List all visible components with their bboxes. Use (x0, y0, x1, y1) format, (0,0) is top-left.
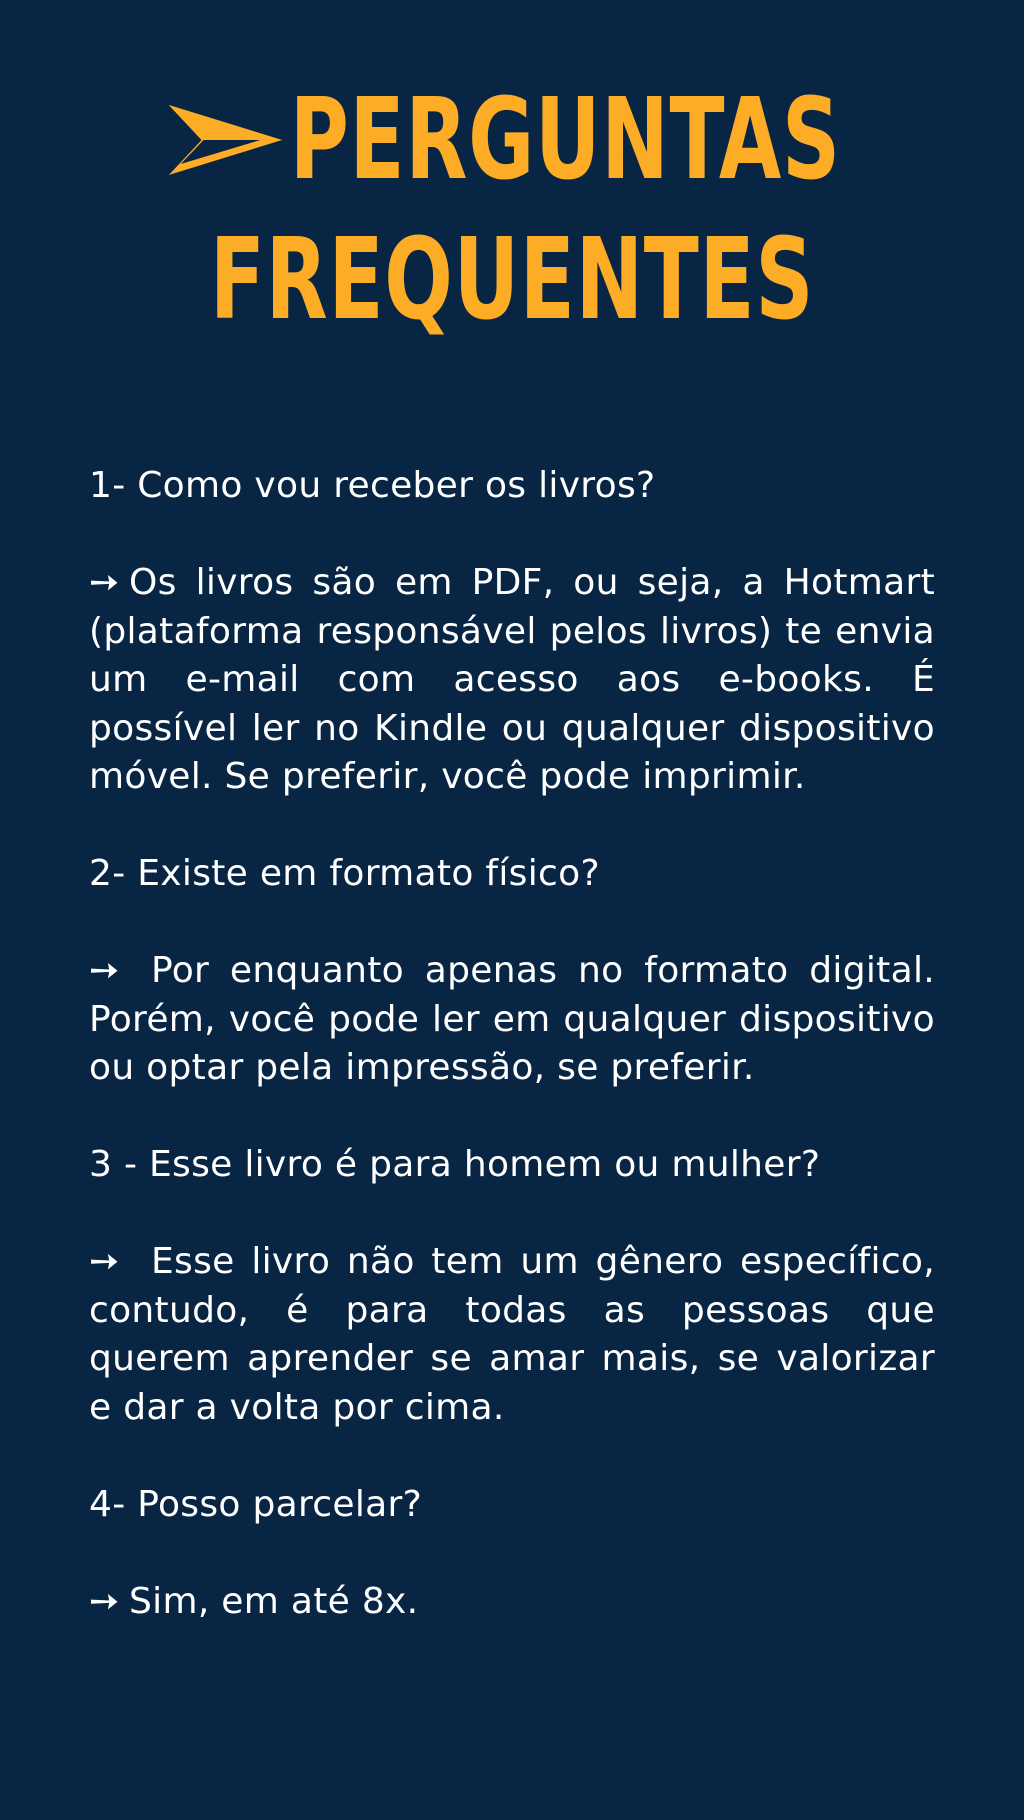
faq-answer-text: Esse livro não tem um gênero específico, contudo, é para todas as pessoas que querem aprender se amar mais, se valorizar e dar a volta por cima. (89, 1241, 935, 1428)
spacer (89, 1432, 935, 1481)
arrow-right-icon: ➙ (89, 950, 120, 991)
faq-answer (89, 1578, 935, 1627)
faq-header (0, 70, 1024, 350)
faq-question: 4- Posso parcelar? (89, 1483, 423, 1525)
spacer (89, 1190, 935, 1239)
faq-answer-text: Por enquanto apenas no formato digital. Porém, você pode ler em qualquer dispositivo ou optar pela impressão, se preferir. (89, 950, 935, 1088)
arrow-right-icon: ➙ (89, 1241, 120, 1282)
faq-answer-text: Os livros são em PDF, ou seja, a Hotmart (plataforma responsável pelos livros) te envia um e-mail com acesso aos e-books. É possível ler no Kindle ou qualquer dispositivo móvel. Se preferir, você pode imprimir. (89, 562, 935, 797)
faq-answer (89, 1238, 935, 1432)
page-title-line-1: PERGUNTAS (289, 75, 841, 205)
paper-plane-arrow-icon (167, 100, 284, 180)
faq-list (89, 462, 935, 1626)
arrow-right-icon: ➙ (89, 562, 120, 603)
faq-question: 2- Existe em formato físico? (89, 853, 600, 894)
faq-answer (89, 559, 935, 802)
spacer (89, 802, 935, 851)
title-line-1 (143, 70, 880, 210)
arrow-right-icon: ➙ (89, 1580, 120, 1622)
spacer (89, 511, 935, 560)
faq-answer-text: Sim, em até 8x. (129, 1580, 419, 1622)
faq-question: 1- Como vou receber os livros? (89, 465, 656, 506)
faq-question: 3 - Esse livro é para homem ou mulher? (89, 1144, 821, 1185)
faq-answer (89, 947, 935, 1093)
spacer (89, 1529, 935, 1578)
title-line-2 (143, 210, 880, 350)
spacer (89, 899, 935, 948)
spacer (89, 1093, 935, 1142)
page-title-line-2: FREQUENTES (209, 215, 815, 345)
